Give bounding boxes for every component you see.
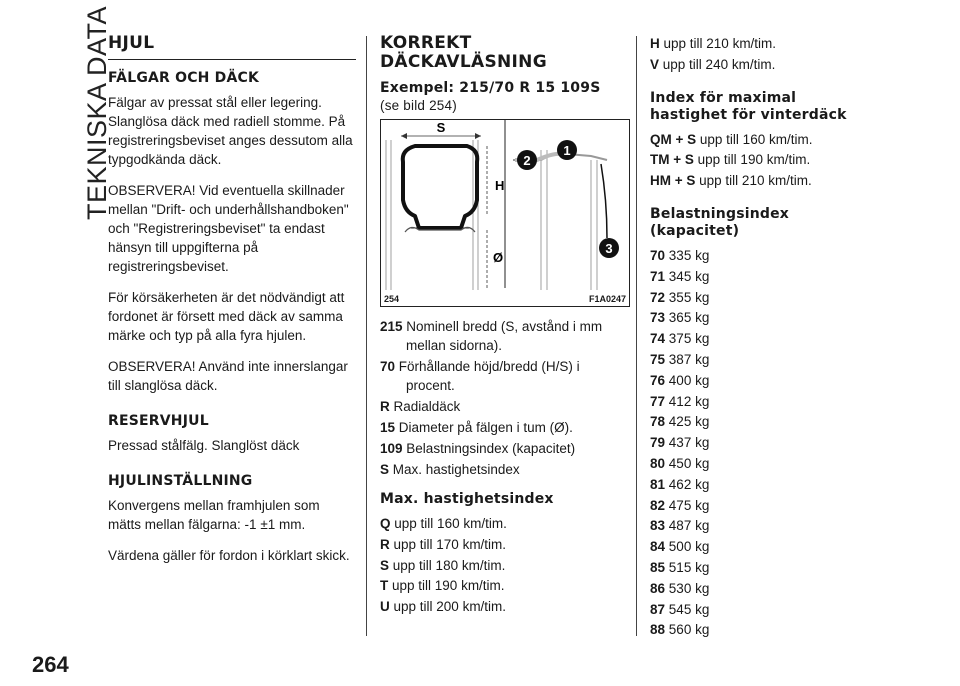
- speed-index-list: [380, 514, 628, 618]
- list-item: S upp till 180 km/tim.: [380, 557, 506, 573]
- list-item: 72 355 kg: [650, 289, 710, 305]
- list-item: S Max. hastighetsindex: [380, 462, 520, 477]
- subheading-winter-index: Index för maximal hastighet för vinterdäck: [650, 89, 847, 123]
- paragraph: OBSERVERA! Vid eventuella skillnader mellan "Drift- och underhållshandboken" och "Registreringsbeviset" ta endast hänsyn till uppgifterna på registreringsbeviset.: [108, 183, 349, 274]
- list-item: H upp till 210 km/tim.: [650, 36, 777, 51]
- paragraph: Pressad stålfälg. Slanglöst däck: [108, 438, 300, 453]
- list-item: 70 Förhållande höjd/bredd (H/S) i procent.: [380, 359, 580, 393]
- list-item: 73 365 kg: [650, 310, 710, 326]
- page-number: 264: [32, 652, 69, 677]
- example-heading: [380, 80, 610, 115]
- list-item: 78 425 kg: [650, 414, 710, 430]
- list-item: 87 545 kg: [650, 601, 710, 617]
- figure-code: F1A0247: [588, 294, 626, 304]
- subheading-load-index: Belastningsindex (kapacitet): [650, 205, 790, 239]
- label-diameter: Ø: [493, 250, 504, 265]
- label-h: H: [495, 178, 505, 193]
- side-title-text: TEKNISKA DATA: [82, 5, 112, 220]
- list-item: R Radialdäck: [380, 399, 461, 414]
- list-item: Q upp till 160 km/tim.: [380, 516, 507, 531]
- column-2: [380, 34, 628, 618]
- subheading-falgar: FÄLGAR OCH DÄCK: [108, 70, 260, 86]
- tire-code-definitions: [380, 317, 628, 479]
- paragraph: OBSERVERA! Använd inte innerslangar till slanglösa däck.: [108, 359, 348, 393]
- label-s: S: [436, 120, 446, 135]
- list-item: 77 412 kg: [650, 393, 710, 409]
- list-item: 76 400 kg: [650, 372, 710, 388]
- section-heading-dackavlasning: KORREKT DÄCKAVLÄSNING: [380, 33, 547, 72]
- paragraph: För körsäkerheten är det nödvändigt att fordonet är försett med däck av samma märke och typ på alla fyra hjulen.: [108, 290, 345, 343]
- list-item: V upp till 240 km/tim.: [650, 56, 776, 72]
- list-item: TM + S upp till 190 km/tim.: [650, 152, 811, 168]
- list-item: 74 375 kg: [650, 331, 710, 347]
- tire-figure: [380, 119, 630, 307]
- list-item: T upp till 190 km/tim.: [380, 578, 505, 594]
- side-section-title: [44, 5, 112, 220]
- column-divider: [366, 36, 367, 636]
- figure-reference: (se bild 254): [380, 98, 457, 113]
- list-item: 88 560 kg: [650, 622, 710, 638]
- column-3: [650, 34, 910, 641]
- list-item: 84 500 kg: [650, 539, 710, 555]
- paragraph: Fälgar av pressat stål eller legering. Slanglösa däck med radiell stomme. På registreringsbeviset anges dessutom alla typgodkända däck.: [108, 95, 353, 167]
- speed-index-list-continued: [650, 34, 910, 76]
- list-item: QM + S upp till 160 km/tim.: [650, 131, 813, 147]
- figure-number: 254: [384, 294, 400, 304]
- column-1: [108, 34, 356, 577]
- column-divider: [636, 36, 637, 636]
- list-item: HM + S upp till 210 km/tim.: [650, 173, 812, 189]
- list-item: R upp till 170 km/tim.: [380, 536, 507, 552]
- list-item: 80 450 kg: [650, 455, 710, 471]
- list-item: 70 335 kg: [650, 247, 710, 263]
- list-item: 71 345 kg: [650, 268, 710, 284]
- list-item: 81 462 kg: [650, 476, 710, 492]
- list-item: 109 Belastningsindex (kapacitet): [380, 441, 576, 456]
- winter-index-list: [650, 130, 910, 192]
- subheading-speed-index: Max. hastighetsindex: [380, 491, 554, 507]
- callout-1: 1: [563, 143, 571, 158]
- paragraph: Värdena gäller för fordon i körklart skick.: [108, 548, 350, 563]
- list-item: 82 475 kg: [650, 497, 710, 513]
- list-item: U upp till 200 km/tim.: [380, 599, 507, 615]
- list-item: 79 437 kg: [650, 435, 710, 451]
- list-item: 86 530 kg: [650, 580, 710, 596]
- callout-3: 3: [605, 241, 613, 256]
- list-item: 15 Diameter på fälgen i tum (Ø).: [380, 420, 573, 435]
- subheading-reservhjul: RESERVHJUL: [108, 413, 209, 429]
- list-item: 75 387 kg: [650, 351, 710, 367]
- paragraph: Konvergens mellan framhjulen som mätts mellan fälgarna: -1 ±1 mm.: [108, 498, 320, 532]
- list-item: 85 515 kg: [650, 559, 710, 575]
- section-heading-hjul: HJUL: [108, 34, 356, 60]
- list-item: 83 487 kg: [650, 518, 710, 534]
- list-item: 215 Nominell bredd (S, avstånd i mm mellan sidorna).: [380, 319, 603, 353]
- callout-2: 2: [523, 153, 531, 168]
- load-index-list: [650, 246, 910, 641]
- tire-diagram: [381, 120, 629, 306]
- subheading-hjulinstallning: HJULINSTÄLLNING: [108, 473, 253, 489]
- example-title: Exempel: 215/70 R 15 109S: [380, 80, 601, 96]
